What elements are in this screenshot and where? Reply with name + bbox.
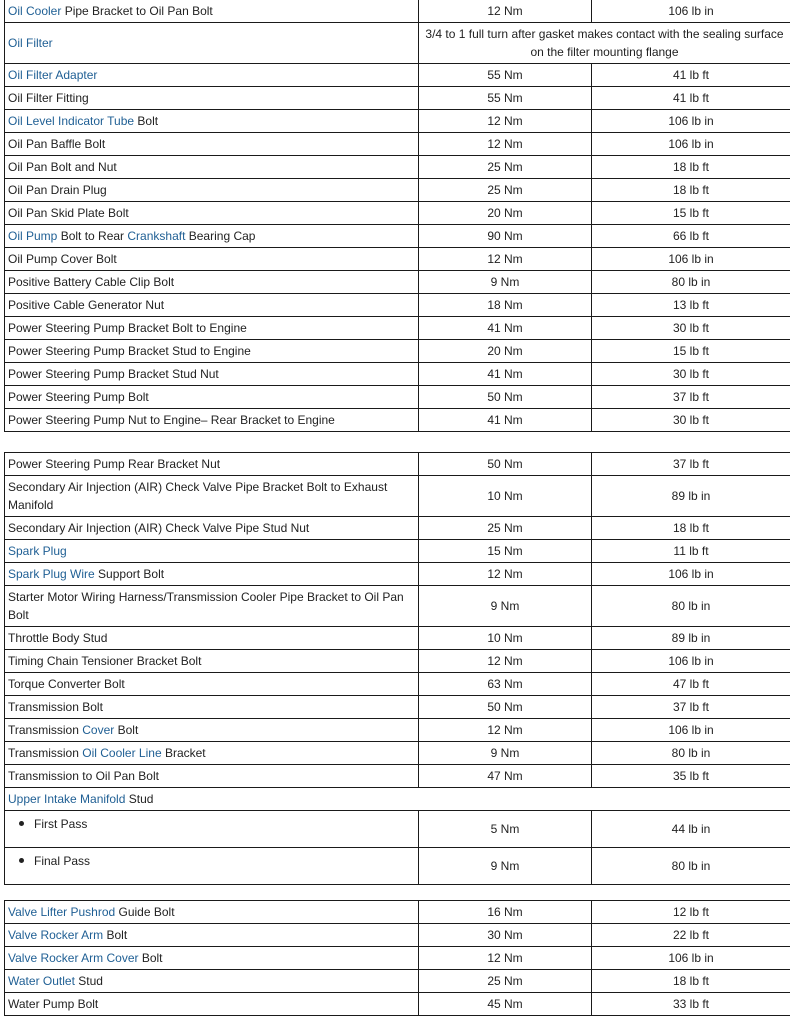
component-text: Oil Pan Drain Plug xyxy=(8,183,107,197)
component-link[interactable]: Valve Lifter Pushrod xyxy=(8,905,116,919)
torque-table-part-2 xyxy=(4,452,790,885)
table-row xyxy=(5,409,790,432)
table-row xyxy=(5,156,790,179)
component-cell xyxy=(5,340,419,363)
component-link[interactable]: Cover xyxy=(82,723,115,737)
metric-value: 9 Nm xyxy=(419,848,592,885)
component-text: Power Steering Pump Bracket Stud Nut xyxy=(8,367,219,381)
component-text: Oil Filter Fitting xyxy=(8,91,89,105)
metric-value: 90 Nm xyxy=(419,225,592,248)
component-cell xyxy=(5,225,419,248)
component-text: Power Steering Pump Rear Bracket Nut xyxy=(8,457,221,471)
table-row xyxy=(5,202,790,225)
table-row xyxy=(5,901,790,924)
table-row xyxy=(5,179,790,202)
sub-step-label xyxy=(8,817,87,831)
component-text: Positive Battery Cable Clip Bolt xyxy=(8,275,175,289)
component-text: Bolt xyxy=(114,723,139,737)
english-value: 30 lb ft xyxy=(592,363,790,386)
english-value: 106 lb in xyxy=(592,719,790,742)
metric-value: 25 Nm xyxy=(419,156,592,179)
component-text: Bearing Cap xyxy=(185,229,256,243)
component-cell xyxy=(5,248,419,271)
table-row xyxy=(5,673,790,696)
component-cell xyxy=(5,673,419,696)
component-link[interactable]: Crankshaft xyxy=(127,229,186,243)
table-row xyxy=(5,476,790,517)
component-text: Timing Chain Tensioner Bracket Bolt xyxy=(8,654,202,668)
english-value: 15 lb ft xyxy=(592,340,790,363)
table-row xyxy=(5,453,790,476)
component-link[interactable]: Valve Rocker Arm Cover xyxy=(8,951,139,965)
component-text: Starter Motor Wiring Harness/Transmission Cooler Pipe Bracket to Oil Pan Bolt xyxy=(8,590,404,622)
component-text: Water Pump Bolt xyxy=(8,997,99,1011)
table-row xyxy=(5,225,790,248)
component-cell xyxy=(5,179,419,202)
table-row xyxy=(5,742,790,765)
component-cell xyxy=(5,563,419,586)
component-text: Bracket xyxy=(161,746,206,760)
english-value: 30 lb ft xyxy=(592,317,790,340)
component-cell xyxy=(5,453,419,476)
component-text: Guide Bolt xyxy=(115,905,175,919)
table-row xyxy=(5,110,790,133)
component-cell xyxy=(5,650,419,673)
sub-step-text: Final Pass xyxy=(34,854,91,868)
metric-value: 10 Nm xyxy=(419,627,592,650)
component-link[interactable]: Oil Pump xyxy=(8,229,58,243)
metric-value: 16 Nm xyxy=(419,901,592,924)
english-value: 30 lb ft xyxy=(592,409,790,432)
table-row xyxy=(5,627,790,650)
table-row xyxy=(5,788,790,811)
component-cell xyxy=(5,742,419,765)
component-cell xyxy=(5,924,419,947)
english-value: 37 lb ft xyxy=(592,386,790,409)
metric-value: 25 Nm xyxy=(419,970,592,993)
component-text: Secondary Air Injection (AIR) Check Valve Pipe Stud Nut xyxy=(8,521,310,535)
table-row xyxy=(5,947,790,970)
english-value: 106 lb in xyxy=(592,133,790,156)
component-cell xyxy=(5,271,419,294)
english-value: 35 lb ft xyxy=(592,765,790,788)
component-cell xyxy=(5,696,419,719)
metric-value: 15 Nm xyxy=(419,540,592,563)
english-value: 80 lb in xyxy=(592,586,790,627)
metric-value: 12 Nm xyxy=(419,0,592,23)
table-row xyxy=(5,64,790,87)
component-cell xyxy=(5,811,419,848)
metric-value: 12 Nm xyxy=(419,719,592,742)
english-value: 41 lb ft xyxy=(592,87,790,110)
english-value: 41 lb ft xyxy=(592,64,790,87)
table-row xyxy=(5,924,790,947)
metric-value: 20 Nm xyxy=(419,202,592,225)
component-cell xyxy=(5,993,419,1016)
component-text: Bolt xyxy=(103,928,128,942)
component-text: Transmission Bolt xyxy=(8,700,103,714)
metric-value: 9 Nm xyxy=(419,271,592,294)
table-row xyxy=(5,0,790,23)
table-row xyxy=(5,848,790,885)
component-text: Bolt to Rear xyxy=(57,229,128,243)
component-link[interactable]: Oil Cooler Line xyxy=(82,746,162,760)
table-row xyxy=(5,294,790,317)
table-row xyxy=(5,696,790,719)
component-cell xyxy=(5,517,419,540)
component-text: Power Steering Pump Bolt xyxy=(8,390,149,404)
english-value: 106 lb in xyxy=(592,248,790,271)
english-value: 18 lb ft xyxy=(592,970,790,993)
english-value: 47 lb ft xyxy=(592,673,790,696)
metric-value: 25 Nm xyxy=(419,179,592,202)
english-value: 11 lb ft xyxy=(592,540,790,563)
english-value: 44 lb in xyxy=(592,811,790,848)
component-text: Transmission xyxy=(8,723,83,737)
metric-value: 50 Nm xyxy=(419,386,592,409)
component-cell xyxy=(5,627,419,650)
table-row xyxy=(5,133,790,156)
component-link[interactable]: Spark Plug Wire xyxy=(8,567,95,581)
table-row xyxy=(5,765,790,788)
table-row xyxy=(5,386,790,409)
component-link[interactable]: Water Outlet xyxy=(8,974,75,988)
component-text: Stud xyxy=(125,792,154,806)
english-value: 89 lb in xyxy=(592,627,790,650)
component-text: Positive Cable Generator Nut xyxy=(8,298,165,312)
component-link[interactable]: Upper Intake Manifold xyxy=(8,792,126,806)
component-text: Power Steering Pump Nut to Engine– Rear Bracket to Engine xyxy=(8,413,335,427)
english-value: 106 lb in xyxy=(592,947,790,970)
component-cell xyxy=(5,110,419,133)
component-text: Oil Pan Bolt and Nut xyxy=(8,160,117,174)
metric-value: 45 Nm xyxy=(419,993,592,1016)
component-text: Stud xyxy=(74,974,103,988)
english-value: 106 lb in xyxy=(592,563,790,586)
table-row xyxy=(5,540,790,563)
component-cell xyxy=(5,133,419,156)
component-cell xyxy=(5,0,419,23)
english-value: 106 lb in xyxy=(592,0,790,23)
component-cell xyxy=(5,788,790,811)
english-value: 18 lb ft xyxy=(592,156,790,179)
table-row xyxy=(5,517,790,540)
table-row xyxy=(5,811,790,848)
metric-value: 30 Nm xyxy=(419,924,592,947)
english-value: 18 lb ft xyxy=(592,517,790,540)
table-row xyxy=(5,248,790,271)
english-value: 13 lb ft xyxy=(592,294,790,317)
english-value: 80 lb in xyxy=(592,742,790,765)
torque-table-body-3 xyxy=(5,901,790,1016)
metric-value: 9 Nm xyxy=(419,742,592,765)
table-row xyxy=(5,970,790,993)
metric-value: 25 Nm xyxy=(419,517,592,540)
english-value: 80 lb in xyxy=(592,848,790,885)
table-row xyxy=(5,23,790,64)
component-link[interactable]: Oil Filter xyxy=(8,36,53,50)
component-link[interactable]: Spark Plug xyxy=(8,544,67,558)
metric-value: 12 Nm xyxy=(419,947,592,970)
english-value: 33 lb ft xyxy=(592,993,790,1016)
metric-value: 12 Nm xyxy=(419,133,592,156)
table-row xyxy=(5,317,790,340)
metric-value: 12 Nm xyxy=(419,110,592,133)
metric-value: 18 Nm xyxy=(419,294,592,317)
component-link[interactable]: Oil Filter Adapter xyxy=(8,68,98,82)
component-text: Power Steering Pump Bracket Stud to Engine xyxy=(8,344,251,358)
metric-value: 50 Nm xyxy=(419,453,592,476)
component-text: Transmission to Oil Pan Bolt xyxy=(8,769,159,783)
metric-value: 47 Nm xyxy=(419,765,592,788)
component-text: Torque Converter Bolt xyxy=(8,677,125,691)
metric-value: 50 Nm xyxy=(419,696,592,719)
torque-table-part-3 xyxy=(4,900,790,1016)
component-cell xyxy=(5,64,419,87)
table-row xyxy=(5,719,790,742)
english-value: 37 lb ft xyxy=(592,453,790,476)
component-cell xyxy=(5,540,419,563)
torque-table-part-1 xyxy=(4,0,790,432)
component-text: Oil Pump Cover Bolt xyxy=(8,252,117,266)
component-text: Throttle Body Stud xyxy=(8,631,108,645)
component-cell xyxy=(5,87,419,110)
metric-value: 41 Nm xyxy=(419,409,592,432)
table-row xyxy=(5,87,790,110)
component-text: Pipe Bracket to Oil Pan Bolt xyxy=(61,4,213,18)
bullet-icon xyxy=(19,821,24,826)
metric-value: 63 Nm xyxy=(419,673,592,696)
component-text: Bolt xyxy=(134,114,159,128)
metric-value: 41 Nm xyxy=(419,363,592,386)
component-cell xyxy=(5,848,419,885)
torque-table-body-1 xyxy=(5,0,790,432)
sub-step-label xyxy=(8,854,90,868)
component-cell xyxy=(5,294,419,317)
metric-value: 12 Nm xyxy=(419,650,592,673)
component-cell xyxy=(5,409,419,432)
metric-value: 9 Nm xyxy=(419,586,592,627)
english-value: 37 lb ft xyxy=(592,696,790,719)
english-value: 89 lb in xyxy=(592,476,790,517)
metric-value: 55 Nm xyxy=(419,87,592,110)
torque-table-body-2 xyxy=(5,453,790,885)
component-cell xyxy=(5,156,419,179)
metric-value: 10 Nm xyxy=(419,476,592,517)
component-cell xyxy=(5,363,419,386)
component-link[interactable]: Oil Cooler xyxy=(8,4,62,18)
component-text: Support Bolt xyxy=(94,567,165,581)
component-cell xyxy=(5,476,419,517)
sub-step-text: First Pass xyxy=(34,817,88,831)
component-text: Oil Pan Baffle Bolt xyxy=(8,137,106,151)
english-value: 22 lb ft xyxy=(592,924,790,947)
component-cell xyxy=(5,317,419,340)
component-text: Power Steering Pump Bracket Bolt to Engine xyxy=(8,321,247,335)
spec-note-cell: 3/4 to 1 full turn after gasket makes contact with the sealing surface on the filter mounting flange xyxy=(419,23,790,64)
component-text: Secondary Air Injection (AIR) Check Valve Pipe Bracket Bolt to Exhaust Manifold xyxy=(8,480,388,512)
table-row xyxy=(5,363,790,386)
metric-value: 5 Nm xyxy=(419,811,592,848)
component-text: Transmission xyxy=(8,746,83,760)
component-link[interactable]: Valve Rocker Arm xyxy=(8,928,104,942)
component-cell xyxy=(5,202,419,225)
component-cell xyxy=(5,765,419,788)
table-row xyxy=(5,340,790,363)
english-value: 15 lb ft xyxy=(592,202,790,225)
component-link[interactable]: Oil Level Indicator Tube xyxy=(8,114,135,128)
component-text: Oil Pan Skid Plate Bolt xyxy=(8,206,129,220)
component-cell xyxy=(5,586,419,627)
table-row xyxy=(5,563,790,586)
english-value: 18 lb ft xyxy=(592,179,790,202)
english-value: 66 lb ft xyxy=(592,225,790,248)
table-row xyxy=(5,271,790,294)
table-row xyxy=(5,993,790,1016)
english-value: 80 lb in xyxy=(592,271,790,294)
component-text: Bolt xyxy=(138,951,163,965)
component-cell xyxy=(5,386,419,409)
metric-value: 55 Nm xyxy=(419,64,592,87)
component-cell xyxy=(5,947,419,970)
table-row xyxy=(5,586,790,627)
metric-value: 12 Nm xyxy=(419,563,592,586)
english-value: 106 lb in xyxy=(592,650,790,673)
component-cell xyxy=(5,901,419,924)
component-cell xyxy=(5,23,419,64)
bullet-icon xyxy=(19,858,24,863)
component-cell xyxy=(5,970,419,993)
metric-value: 41 Nm xyxy=(419,317,592,340)
component-cell xyxy=(5,719,419,742)
table-row xyxy=(5,650,790,673)
metric-value: 12 Nm xyxy=(419,248,592,271)
english-value: 12 lb ft xyxy=(592,901,790,924)
metric-value: 20 Nm xyxy=(419,340,592,363)
english-value: 106 lb in xyxy=(592,110,790,133)
